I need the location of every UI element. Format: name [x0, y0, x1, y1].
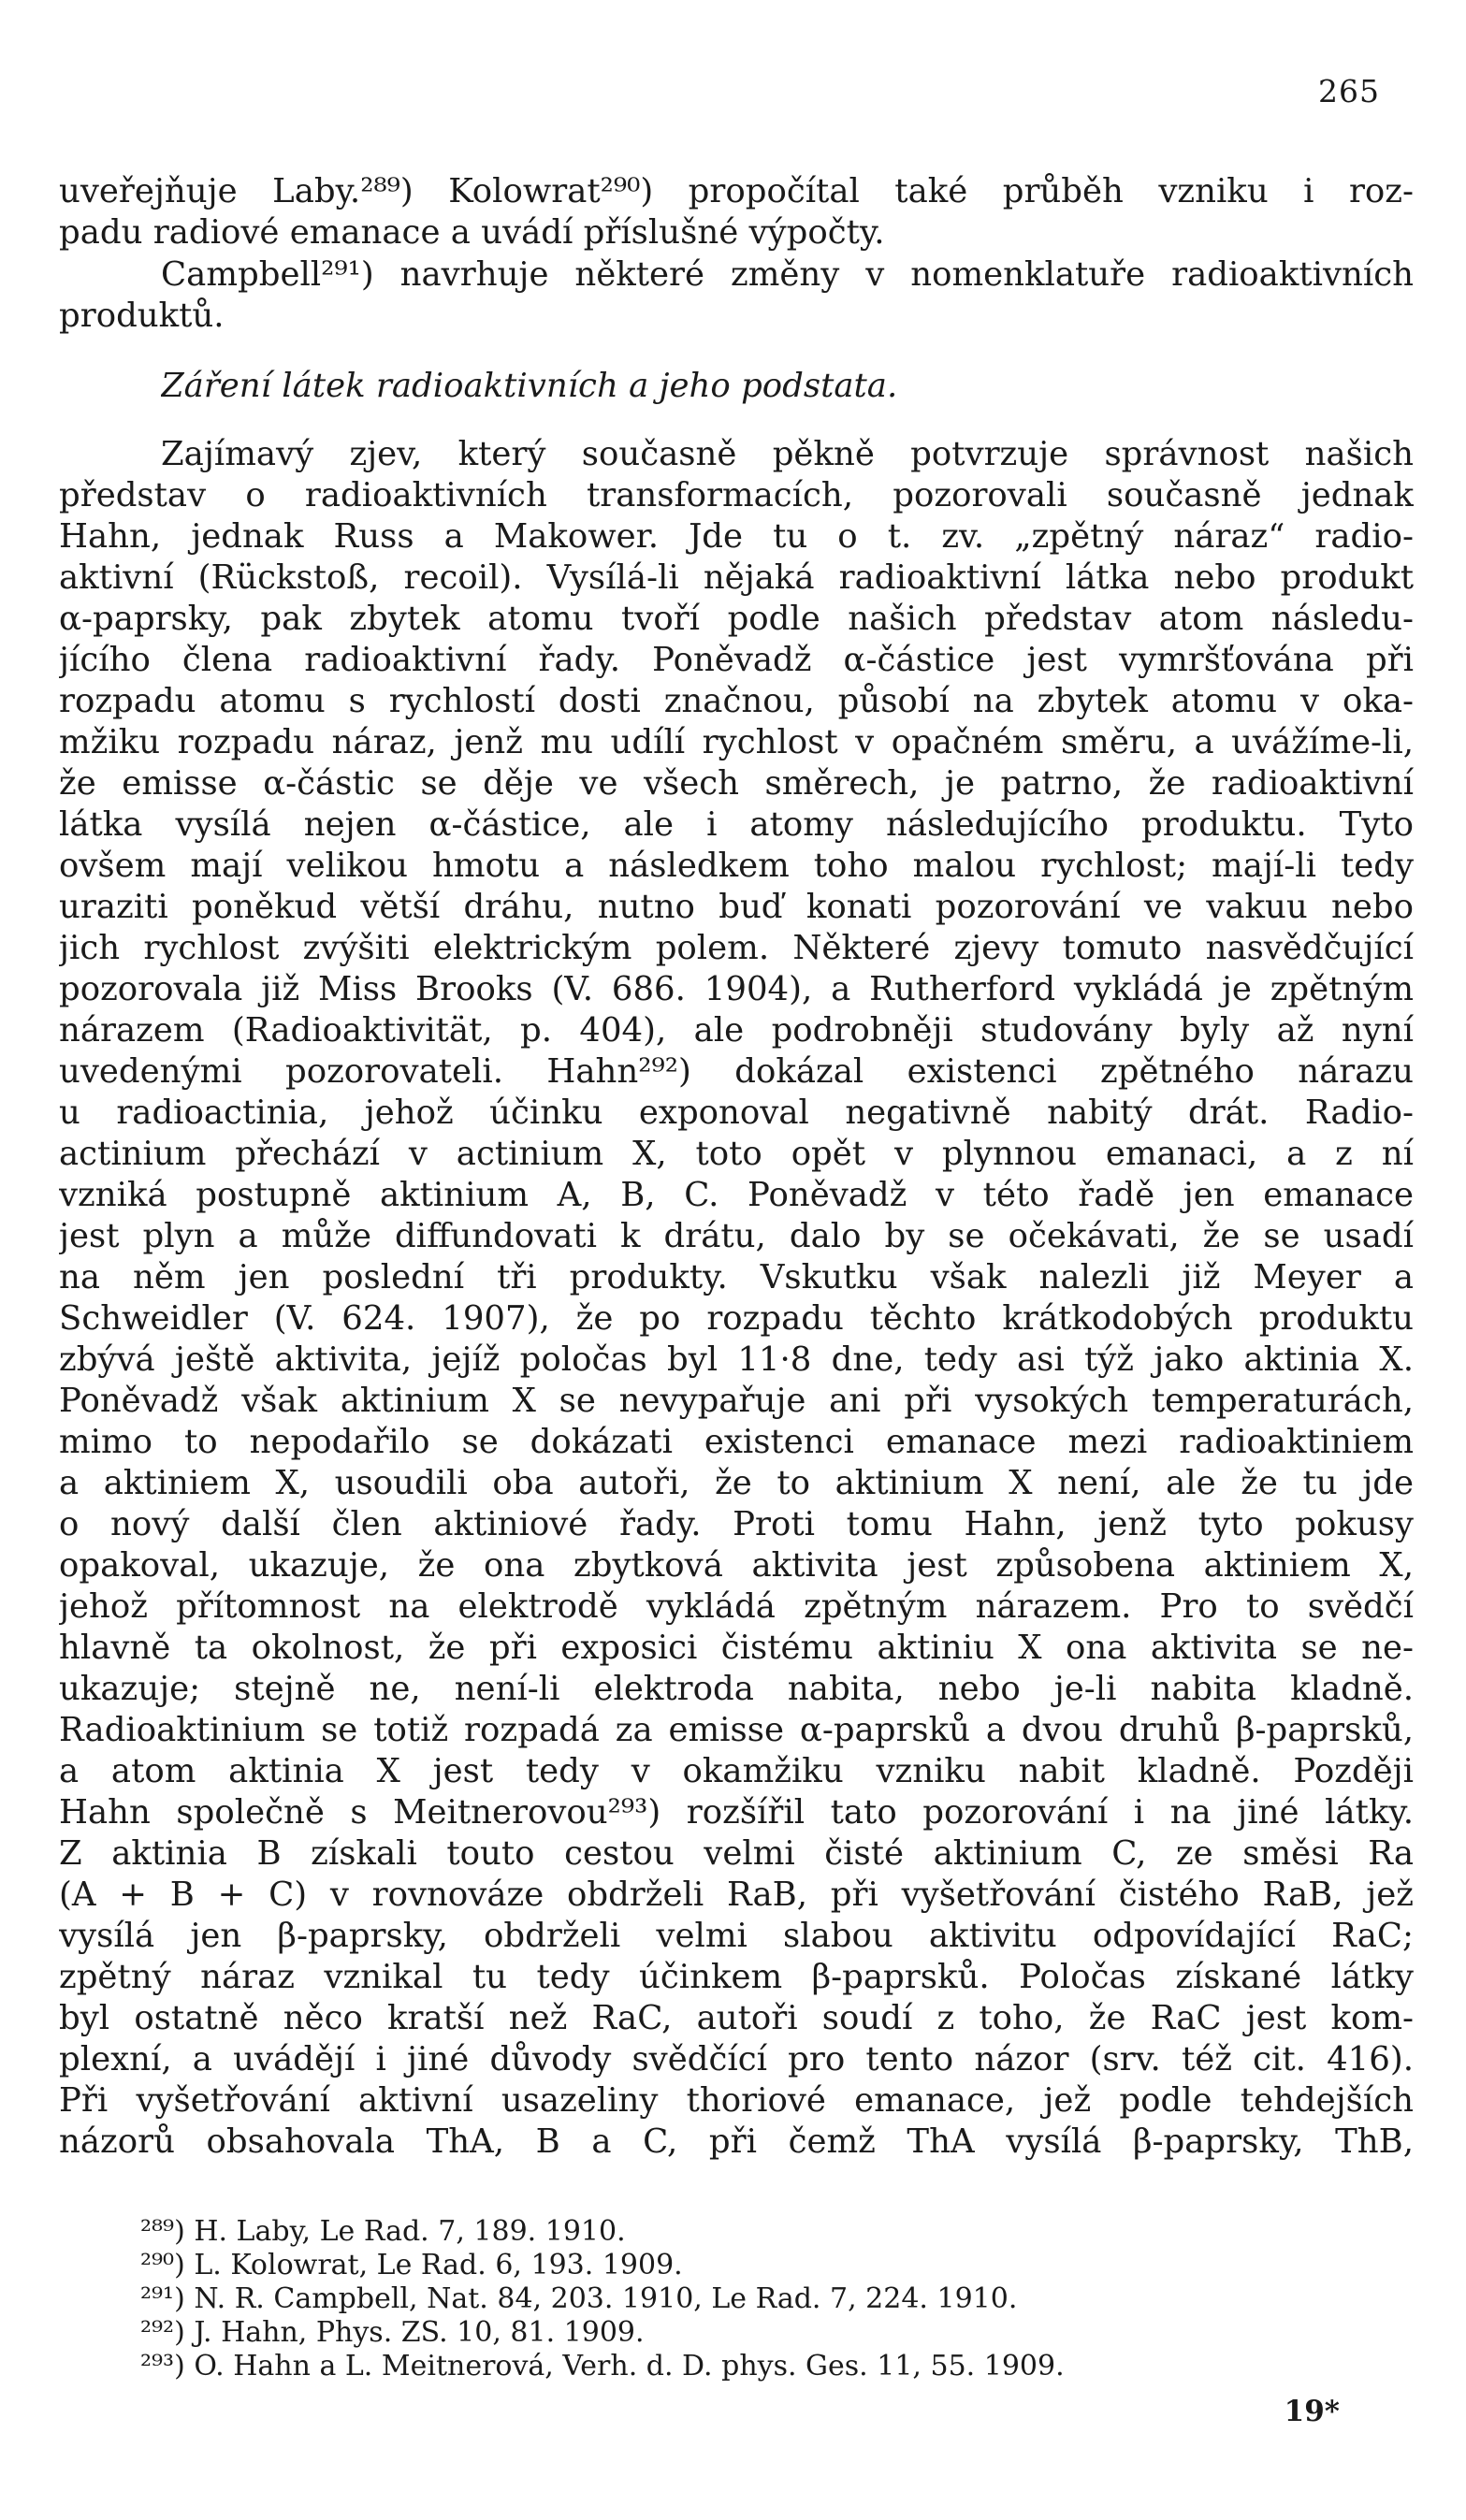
text-line: uvedenými pozorovateli. Hahn²⁹²) dokázal existenci zpětného nárazu: [59, 1052, 1414, 1091]
text-line: actinium přechází v actinium X, toto opět v plynnou emanaci, a z ní: [59, 1135, 1414, 1173]
text-line: a aktiniem X, usoudili oba autoři, že to aktinium X není, ale že tu jde: [59, 1464, 1414, 1502]
text-line: názorů obsahovala ThA, B a C, při čemž ThA vysílá β-paprsky, ThB,: [59, 2122, 1414, 2161]
text-line: uraziti poněkud větší dráhu, nutno buď konati pozorování ve vakuu nebo: [59, 888, 1414, 926]
text-line: Zajímavý zjev, který současně pěkně potvrzuje správnost našich: [161, 435, 1414, 473]
footnote: ²⁹¹) N. R. Campbell, Nat. 84, 203. 1910, Le Rad. 7, 224. 1910.: [140, 2282, 1018, 2315]
text-line: ovšem mají velikou hmotu a následkem toho malou rychlost; mají-li tedy: [59, 847, 1414, 885]
text-line: že emisse α-částic se děje ve všech směrech, je patrno, že radioaktivní: [59, 764, 1414, 803]
text-line: produktů.: [59, 297, 225, 335]
text-line: Z aktinia B získali touto cestou velmi čisté aktinium C, ze směsi Ra: [59, 1834, 1414, 1873]
text-line: Hahn společně s Meitnerovou²⁹³) rozšířil tato pozorování i na jiné látky.: [59, 1793, 1414, 1832]
text-line: jich rychlost zvýšiti elektrickým polem. Některé zjevy tomuto nasvědčující: [59, 929, 1414, 967]
text-line: uveřejňuje Laby.²⁸⁹) Kolowrat²⁹⁰) propočítal také průběh vzniku i roz-: [59, 172, 1414, 210]
text-line: Hahn, jednak Russ a Makower. Jde tu o t. zv. „zpětný náraz“ radio-: [59, 517, 1414, 556]
text-line: padu radiové emanace a uvádí příslušné výpočty.: [59, 213, 885, 252]
footnote: ²⁹³) O. Hahn a L. Meitnerová, Verh. d. D. phys. Ges. 11, 55. 1909.: [140, 2350, 1065, 2382]
text-line: Při vyšetřování aktivní usazeliny thoriové emanace, jež podle tehdejších: [59, 2081, 1414, 2120]
text-line: mimo to nepodařilo se dokázati existenci emanace mezi radioaktiniem: [59, 1423, 1414, 1461]
section-heading: Záření látek radioaktivních a jeho podstata.: [161, 367, 898, 405]
text-line: zpětný náraz vznikal tu tedy účinkem β-paprsků. Poločas získané látky: [59, 1958, 1414, 1996]
text-line: jest plyn a může diffundovati k drátu, dalo by se očekávati, že se usadí: [59, 1217, 1414, 1255]
text-line: rozpadu atomu s rychlostí dosti značnou, působí na zbytek atomu v oka-: [59, 682, 1414, 720]
text-line: Poněvadž však aktinium X se nevypařuje ani při vysokých temperaturách,: [59, 1382, 1414, 1420]
text-line: aktivní (Rückstoß, recoil). Vysílá-li nějaká radioaktivní látka nebo produkt: [59, 558, 1414, 597]
footnote: ²⁸⁹) H. Laby, Le Rad. 7, 189. 1910.: [140, 2215, 626, 2248]
text-line: zbývá ještě aktivita, jejíž poločas byl 11·8 dne, tedy asi týž jako aktinia X.: [59, 1340, 1414, 1379]
text-line: nárazem (Radioaktivität, p. 404), ale podrobněji studovány byly až nyní: [59, 1011, 1414, 1050]
text-line: Campbell²⁹¹) navrhuje některé změny v nomenklatuře radioaktivních: [161, 255, 1414, 294]
signature-mark: 19*: [1284, 2395, 1340, 2428]
text-line: představ o radioaktivních transformacích, pozorovali současně jednak: [59, 476, 1414, 514]
footnote: ²⁹²) J. Hahn, Phys. ZS. 10, 81. 1909.: [140, 2316, 645, 2349]
text-line: jícího člena radioaktivní řady. Poněvadž α-částice jest vymršťována při: [59, 641, 1414, 679]
text-line: o nový další člen aktiniové řady. Proti tomu Hahn, jenž tyto pokusy: [59, 1505, 1414, 1543]
text-line: hlavně ta okolnost, že při exposici čistému aktiniu X ona aktivita se ne-: [59, 1629, 1414, 1667]
text-line: pozorovala již Miss Brooks (V. 686. 1904), a Rutherford vykládá je zpětným: [59, 970, 1414, 1008]
text-line: a atom aktinia X jest tedy v okamžiku vzniku nabit kladně. Později: [59, 1752, 1414, 1790]
text-line: opakoval, ukazuje, že ona zbytková aktivita jest způsobena aktiniem X,: [59, 1546, 1414, 1585]
text-line: ukazuje; stejně ne, není-li elektroda nabita, nebo je-li nabita kladně.: [59, 1670, 1414, 1708]
text-line: u radioactinia, jehož účinku exponoval negativně nabitý drát. Radio-: [59, 1093, 1414, 1132]
text-line: byl ostatně něco kratší než RaC, autoři soudí z toho, že RaC jest kom-: [59, 1999, 1414, 2037]
footnote: ²⁹⁰) L. Kolowrat, Le Rad. 6, 193. 1909.: [140, 2249, 683, 2281]
text-line: Schweidler (V. 624. 1907), že po rozpadu těchto krátkodobých produktu: [59, 1299, 1414, 1338]
text-line: mžiku rozpadu náraz, jenž mu udílí rychlost v opačném směru, a uvážíme-li,: [59, 723, 1414, 761]
text-line: jehož přítomnost na elektrodě vykládá zpětným nárazem. Pro to svědčí: [59, 1587, 1414, 1626]
text-line: plexní, a uvádějí i jiné důvody svědčící pro tento názor (srv. též cit. 416).: [59, 2040, 1414, 2078]
text-line: Radioaktinium se totiž rozpadá za emisse α-paprsků a dvou druhů β-paprsků,: [59, 1711, 1414, 1749]
text-line: vysílá jen β-paprsky, obdrželi velmi slabou aktivitu odpovídající RaC;: [59, 1917, 1414, 1955]
text-line: α-paprsky, pak zbytek atomu tvoří podle našich představ atom následu-: [59, 600, 1414, 638]
text-line: (A + B + C) v rovnováze obdrželi RaB, při vyšetřování čistého RaB, jež: [59, 1876, 1414, 1914]
page-number: 265: [1318, 73, 1380, 109]
text-line: na něm jen poslední tři produkty. Vskutku však nalezli již Meyer a: [59, 1258, 1414, 1296]
text-line: látka vysílá nejen α-částice, ale i atomy následujícího produktu. Tyto: [59, 805, 1414, 844]
text-line: vzniká postupně aktinium A, B, C. Poněvadž v této řadě jen emanace: [59, 1176, 1414, 1214]
